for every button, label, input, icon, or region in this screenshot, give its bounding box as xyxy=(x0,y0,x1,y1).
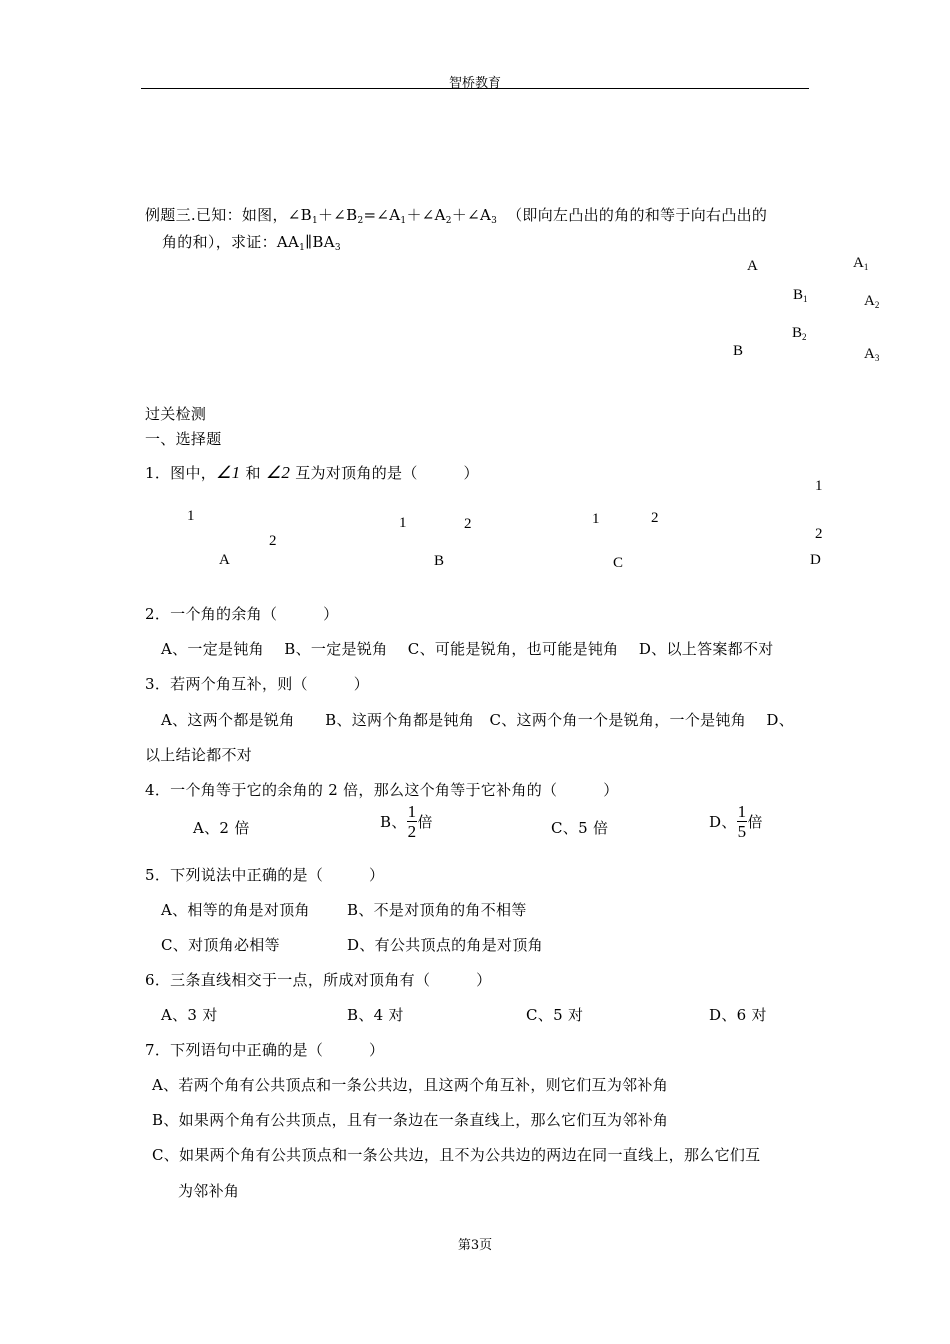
example3-text: ＋∠A xyxy=(406,206,446,224)
q7-stem: 7．下列语句中正确的是（ ） xyxy=(145,1041,385,1059)
example3-text: 例题三.已知：如图，∠B xyxy=(145,206,312,224)
example3-line2 xyxy=(162,231,341,253)
section-title: 过关检测 xyxy=(145,405,207,423)
q6-stem: 6．三条直线相交于一点，所成对顶角有（ ） xyxy=(145,971,492,989)
example3-text: 角的和），求证：AA xyxy=(162,233,300,251)
q1-d-num2: 2 xyxy=(815,526,823,542)
page-header: 智桥教育 xyxy=(448,76,501,91)
fraction-one-half xyxy=(407,803,418,840)
q6-option-c[interactable]: C、5 对 xyxy=(526,1006,584,1024)
q4-stem: 4．一个角等于它的余角的 2 倍，那么这个角等于它补角的（ ） xyxy=(145,781,619,799)
q1-a-num1: 1 xyxy=(187,508,195,524)
sub-a2: 2 xyxy=(445,216,452,226)
q2-options[interactable]: A、一定是钝角 B、一定是锐角 C、可能是锐角，也可能是钝角 D、以上答案都不对 xyxy=(161,640,774,658)
q4-option-c[interactable]: C、5 倍 xyxy=(551,819,609,837)
figure-label-a3 xyxy=(864,346,879,363)
figure-label-a2 xyxy=(864,293,879,310)
q2-stem: 2．一个角的余角（ ） xyxy=(145,605,339,623)
q7-option-b[interactable]: B、如果两个角有公共顶点，且有一条边在一条直线上，那么它们互为邻补角 xyxy=(152,1111,669,1129)
label-sub: 2 xyxy=(802,332,807,342)
figure-label-a: A xyxy=(747,258,758,274)
sub-3: 3 xyxy=(334,243,341,253)
q1-option-b[interactable]: B xyxy=(434,553,445,569)
q6-option-d[interactable]: D、6 对 xyxy=(709,1006,767,1024)
figure-label-a1 xyxy=(853,255,868,272)
angle-2: ∠2 xyxy=(265,463,291,482)
q1-text: 和 xyxy=(240,464,266,482)
q5-option-b[interactable]: B、不是对顶角的角不相等 xyxy=(347,901,527,919)
q1-option-d[interactable]: D xyxy=(810,552,821,568)
label-sub: 2 xyxy=(874,300,880,310)
figure-label-b2 xyxy=(792,325,807,342)
q3-stem: 3．若两个角互补，则（ ） xyxy=(145,675,370,693)
angle-1: ∠1 xyxy=(216,463,241,482)
q4-option-a[interactable]: A、2 倍 xyxy=(193,819,250,837)
q1-a-num2: 2 xyxy=(269,533,277,549)
q1-text: 1．图中， xyxy=(145,464,217,482)
q1-option-c[interactable]: C xyxy=(613,555,624,571)
label-sub: 1 xyxy=(863,262,869,272)
label-sub: 3 xyxy=(874,353,880,363)
sub-a1: 1 xyxy=(400,216,407,226)
figure-label-b: B xyxy=(733,343,744,359)
sub-a3: 3 xyxy=(491,216,498,226)
example3-text: ＋∠A xyxy=(451,206,492,224)
fraction-denominator: 2 xyxy=(407,822,417,841)
label-text: A xyxy=(864,293,875,309)
fraction-numerator: 1 xyxy=(407,802,417,821)
header-rule xyxy=(141,88,809,89)
q1-d-num1: 1 xyxy=(815,478,823,494)
section-part1: 一、选择题 xyxy=(145,430,222,448)
example3-text: ∥BA xyxy=(305,233,335,251)
example3-text: （即向左凸出的角的和等于向右凸出的 xyxy=(507,206,768,224)
label-sub: 1 xyxy=(803,294,808,304)
sub-b2: 2 xyxy=(357,216,364,226)
sub-b1: 1 xyxy=(311,216,318,226)
q6-option-a[interactable]: A、3 对 xyxy=(161,1006,218,1024)
q1-c-num1: 1 xyxy=(592,511,600,527)
fraction-denominator: 5 xyxy=(737,822,747,841)
q1-b-num1: 1 xyxy=(399,515,407,531)
option-text: 倍 xyxy=(417,813,433,831)
example3-text: ＋∠B xyxy=(318,206,358,224)
option-label: B、 xyxy=(380,813,407,831)
label-text: B xyxy=(792,325,803,341)
q1-c-num2: 2 xyxy=(651,510,659,526)
q5-option-d[interactable]: D、有公共顶点的角是对顶角 xyxy=(347,936,543,954)
q1-stem xyxy=(145,462,479,483)
option-text: 倍 xyxy=(747,813,763,831)
example3-line1 xyxy=(145,204,767,226)
page-number: 第3页 xyxy=(457,1238,493,1253)
q7-option-c-line1[interactable]: C、如果两个角有公共顶点和一条公共边，且不为公共边的两边在同一直线上，那么它们互 xyxy=(152,1146,761,1164)
figure-label-b1 xyxy=(793,287,808,304)
sub-1: 1 xyxy=(299,243,306,253)
q3-options-line1[interactable]: A、这两个都是锐角 B、这两个角都是钝角 C、这两个角一个是锐角，一个是钝角 D、 xyxy=(161,711,795,729)
q1-text: 互为对顶角的是（ ） xyxy=(290,464,479,482)
label-text: B xyxy=(793,287,804,303)
label-text: A xyxy=(853,255,864,271)
q1-option-a[interactable]: A xyxy=(219,552,230,568)
label-text: A xyxy=(864,346,875,362)
q5-option-a[interactable]: A、相等的角是对顶角 xyxy=(161,901,310,919)
q1-b-num2: 2 xyxy=(464,516,472,532)
q6-option-b[interactable]: B、4 对 xyxy=(347,1006,404,1024)
q5-stem: 5．下列说法中正确的是（ ） xyxy=(145,866,385,884)
example3-text: =∠A xyxy=(363,206,401,224)
q5-option-c[interactable]: C、对顶角必相等 xyxy=(161,936,280,954)
q4-option-d[interactable] xyxy=(709,803,763,840)
fraction-numerator: 1 xyxy=(737,802,747,821)
q3-options-line2[interactable]: 以上结论都不对 xyxy=(145,746,253,764)
fraction-one-fifth xyxy=(737,803,748,840)
q7-option-c-line2[interactable]: 为邻补角 xyxy=(178,1182,240,1200)
q7-option-a[interactable]: A、若两个角有公共顶点和一条公共边，且这两个角互补，则它们互为邻补角 xyxy=(152,1076,669,1094)
q4-option-b[interactable] xyxy=(380,803,433,840)
option-label: D、 xyxy=(709,813,737,831)
